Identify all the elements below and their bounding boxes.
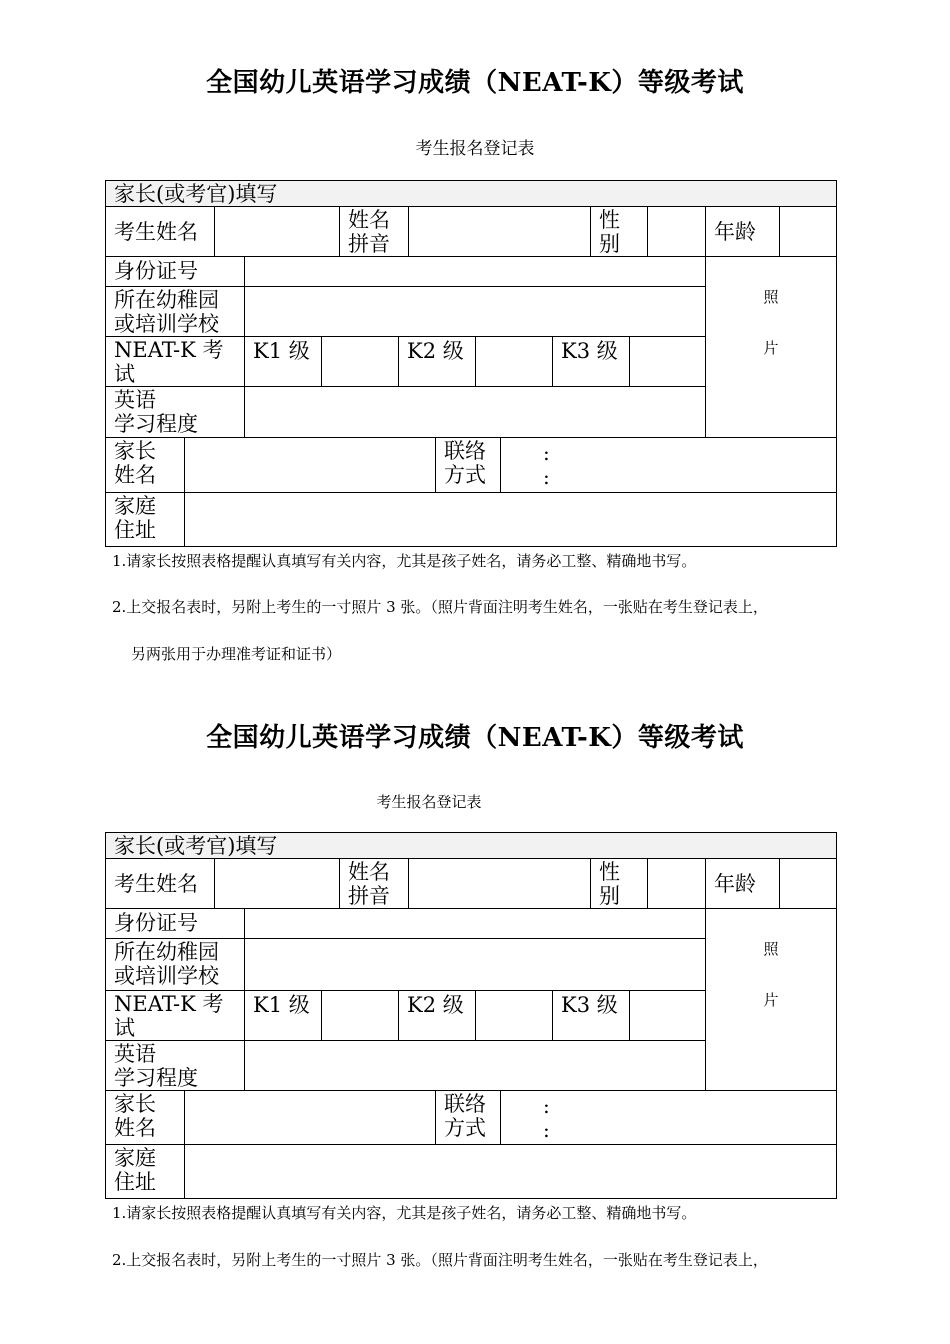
english-level-field[interactable] (244, 386, 706, 438)
gender-label: 性 别 (590, 206, 648, 257)
school-label: 所在幼稚园 或培训学校 (105, 286, 245, 337)
parent-name-field[interactable] (184, 437, 436, 493)
gender-label: 性 别 (590, 858, 648, 909)
pinyin-label: 姓名 拼音 (339, 206, 409, 257)
pinyin-label: 姓名 拼音 (339, 858, 409, 909)
contact-label: 联络 方式 (435, 1090, 501, 1145)
contact-colon-2: : (543, 1118, 550, 1142)
gender-field[interactable] (647, 858, 706, 909)
school-label: 所在幼稚园 或培训学校 (105, 938, 245, 991)
form-title: 全国幼儿英语学习成绩（NEAT-K）等级考试 (206, 68, 744, 98)
id-label: 身份证号 (105, 908, 245, 939)
note-1: 1.请家长按照表格提醒认真填写有关内容，尤其是孩子姓名，请务必工整、精确地书写。 (112, 552, 697, 570)
form-header: 家长(或考官)填写 (105, 832, 837, 859)
pinyin-field[interactable] (408, 206, 591, 257)
note-3: 另两张用于办理准考证和证书） (131, 645, 342, 663)
address-label: 家庭 住址 (105, 492, 185, 547)
school-field[interactable] (244, 938, 706, 991)
address-field[interactable] (184, 1144, 837, 1199)
form-title: 全国幼儿英语学习成绩（NEAT-K）等级考试 (206, 723, 744, 753)
level-label: NEAT-K 考试 (105, 990, 245, 1041)
contact-colon-1: : (543, 1094, 550, 1118)
contact-field[interactable] (500, 437, 837, 493)
photo-char-2: 片 (763, 991, 779, 1009)
gender-field[interactable] (647, 206, 706, 257)
id-label: 身份证号 (105, 256, 245, 287)
age-field[interactable] (779, 858, 837, 909)
k2-label: K2 级 (398, 990, 476, 1041)
k3-label: K3 级 (552, 336, 630, 387)
note-1: 1.请家长按照表格提醒认真填写有关内容，尤其是孩子姓名，请务必工整、精确地书写。 (112, 1204, 697, 1222)
name-label: 考生姓名 (105, 858, 215, 909)
level-label: NEAT-K 考试 (105, 336, 245, 387)
address-field[interactable] (184, 492, 837, 547)
id-field[interactable] (244, 256, 706, 287)
k1-checkbox[interactable] (321, 990, 399, 1041)
k3-checkbox[interactable] (629, 336, 706, 387)
form-header: 家长(或考官)填写 (105, 180, 837, 207)
contact-colon-2: : (543, 465, 550, 489)
name-field[interactable] (214, 206, 340, 257)
contact-label: 联络 方式 (435, 437, 501, 493)
id-field[interactable] (244, 908, 706, 939)
parent-name-label: 家长 姓名 (105, 437, 185, 493)
address-label: 家庭 住址 (105, 1144, 185, 1199)
k3-label: K3 级 (552, 990, 630, 1041)
photo-box[interactable] (705, 256, 837, 438)
photo-box[interactable] (705, 908, 837, 1091)
name-field[interactable] (214, 858, 340, 909)
photo-char-1: 照 (763, 288, 779, 306)
school-field[interactable] (244, 286, 706, 337)
contact-colon-1: : (543, 441, 550, 465)
photo-char-1: 照 (763, 940, 779, 958)
contact-field[interactable] (500, 1090, 837, 1145)
k1-label: K1 级 (244, 336, 322, 387)
note-2: 2.上交报名表时，另附上考生的一寸照片 3 张。（照片背面注明考生姓名，一张贴在考生登记表上， (112, 1251, 768, 1269)
k2-label: K2 级 (398, 336, 476, 387)
photo-char-2: 片 (763, 339, 779, 357)
k3-checkbox[interactable] (629, 990, 706, 1041)
k2-checkbox[interactable] (475, 336, 553, 387)
k1-checkbox[interactable] (321, 336, 399, 387)
note-2: 2.上交报名表时，另附上考生的一寸照片 3 张。（照片背面注明考生姓名，一张贴在考生登记表上， (112, 598, 768, 616)
english-level-label: 英语 学习程度 (105, 386, 245, 438)
english-level-field[interactable] (244, 1040, 706, 1091)
form-subtitle: 考生报名登记表 (415, 139, 535, 159)
age-label: 年龄 (705, 206, 780, 257)
age-field[interactable] (779, 206, 837, 257)
name-label: 考生姓名 (105, 206, 215, 257)
age-label: 年龄 (705, 858, 780, 909)
english-level-label: 英语 学习程度 (105, 1040, 245, 1091)
k2-checkbox[interactable] (475, 990, 553, 1041)
k1-label: K1 级 (244, 990, 322, 1041)
pinyin-field[interactable] (408, 858, 591, 909)
parent-name-field[interactable] (184, 1090, 436, 1145)
form-subtitle: 考生报名登记表 (376, 793, 482, 811)
parent-name-label: 家长 姓名 (105, 1090, 185, 1145)
